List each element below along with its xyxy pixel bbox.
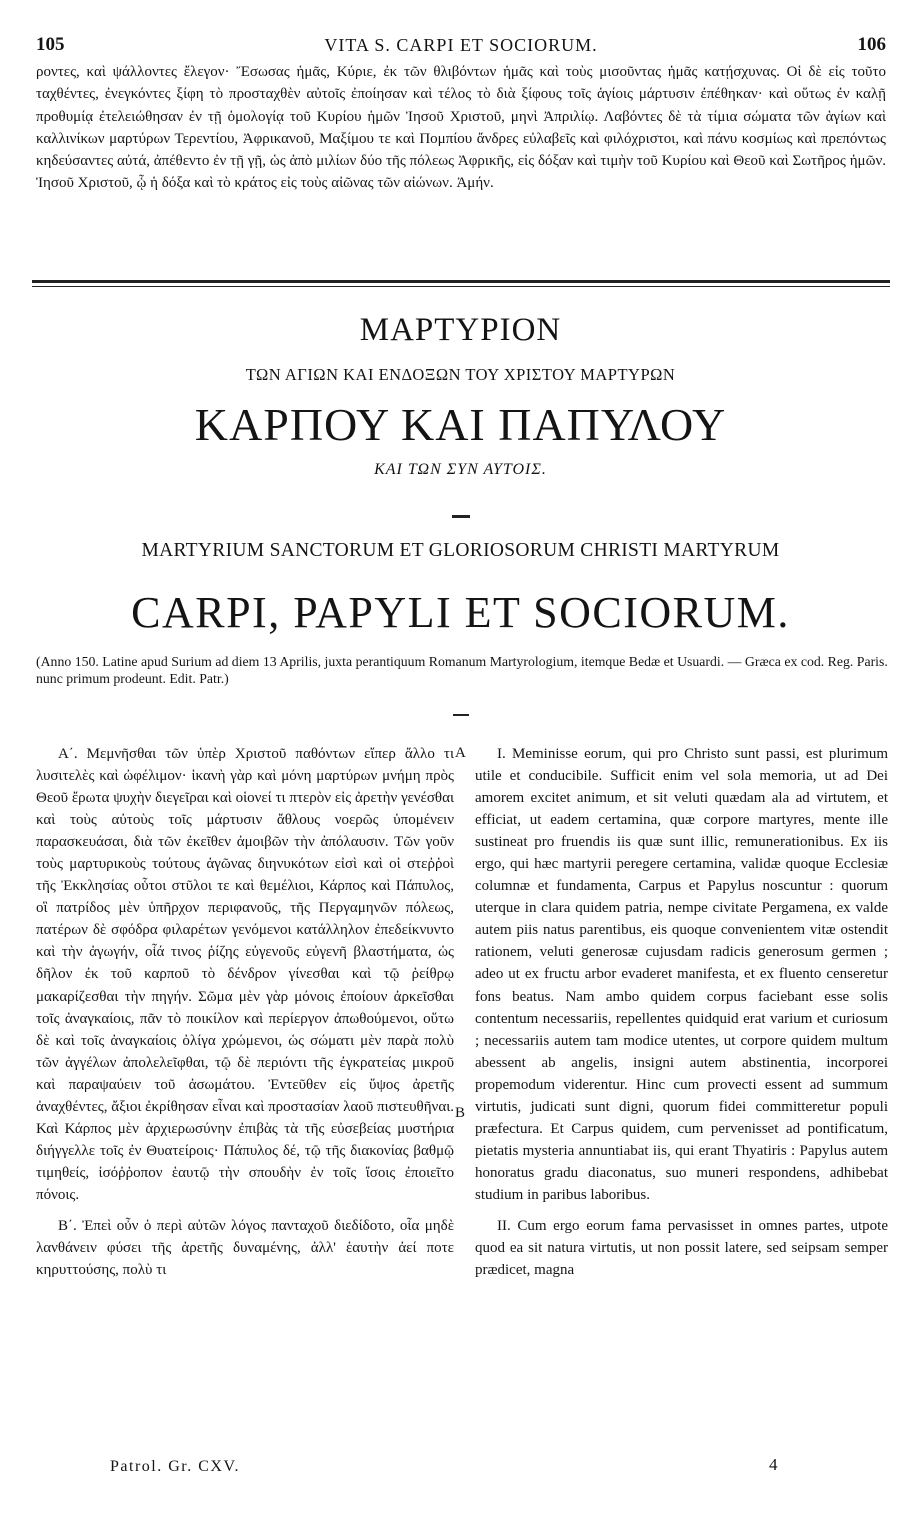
- margin-letter-b: B: [455, 1105, 466, 1121]
- page-number-right: 106: [857, 34, 886, 55]
- greek-title-martyrion: ΜΑΡΤΥΡΙΟΝ: [359, 312, 562, 348]
- source-note: (Anno 150. Latine apud Surium ad diem 13 Aprilis, juxta perantiquum Romanum Martyrologium, itemque Bedæ et Usuardi. — Græca ex cod. Reg. Paris. nunc primum prodeunt. Edit. Patr.): [36, 654, 888, 686]
- latin-paragraph-2: II. Cum ergo eorum fama pervasisset in omnes partes, utpote quod ea sit natura virtutis, ut non possit latere, sed seipsam semper prædicet, magna: [475, 1217, 888, 1279]
- greek-title-subtitle: ΤΩΝ ΑΓΙΩΝ ΚΑΙ ΕΝΔΟΞΩΝ ΤΟΥ ΧΡΙΣΤΟΥ ΜΑΡΤΥΡΩΝ: [245, 365, 676, 384]
- section-rule-thick: [32, 280, 890, 283]
- latin-title-subtitle: MARTYRIUM SANCTORUM ET GLORIOSORUM CHRISTI MARTYRUM: [141, 540, 780, 561]
- greek-title-names: ΚΑΡΠΟΥ ΚΑΙ ΠΑΠΥΛΟΥ: [194, 399, 727, 450]
- margin-letter-a: A: [455, 745, 466, 761]
- page-number-left: 105: [36, 34, 65, 55]
- footer-gathering-number: 4: [769, 1455, 778, 1474]
- latin-text-column: [475, 743, 888, 1281]
- latin-paragraph-1: I. Meminisse eorum, qui pro Christo sunt passi, est plurimum utile et conducibile. Sufficit enim vel sola memoria, ut ad Dei amorem excitet animum, et sit veluti quædam ala ad virtutem, et efficiat, ut eadem certamina, quæ corpore martyres, mente ille sustineat pro fruendis iis quæ sunt illic, remunerationibus. Ex iis ergo, qui hæc martyrii peregere certamina, validæ quoque Ecclesiæ columnæ et fundamenta, Carpus et Papylus noscuntur : quorum uterque in clara quidem patria, nempe civitate Pergamena, ex valde autem piis natus parentibus, eis quoque convenientem vitæ ostendit rationem, veluti generosæ cujusdam radicis generosum germen ; adeo ut ex fructu arbor evaderet manifesta, et ex fluento censeretur fons beatus. Nam ambo quidem corpus faciebant esse solis contentum necessariis, repellentes quidquid erat varium et curiosum ; necessariis autem tam modice utentes, ut corpore quidem multum abessent ab angelis, insigni autem abstinentia, incorporei propemodum viderentur. Hinc cum provecti essent ad summum virtutis, judicati sunt digni, quorum fidei committeretur populi præfectura. Et Carpus quidem, cum pervenisset ad pontificatum, pietatis mysteria annuntiabat iis, qui erant Thyatiris : Papylus autem honoratus gradu diaconatus, suo muneri respondens, adhibebat studium in paribus laboribus.: [475, 746, 888, 1203]
- note-divider: [453, 714, 469, 716]
- greek-title-companions: ΚΑΙ ΤΩΝ ΣΥΝ ΑΥΤΟΙΣ.: [374, 461, 547, 478]
- greek-paragraph-1: Α΄. Μεμνῆσθαι τῶν ὑπὲρ Χριστοῦ παθόντων εἴπερ ἄλλο τι λυσιτελὲς καὶ ὠφέλιμον· ἱκανὴ γὰρ καὶ μόνη μαρτύρων μνήμη πρὸς Θεοῦ ἔρωτα ψυχὴν διεγεῖραι καὶ οἱονεί τι πτερὸν εἰς ἀρετὴν γενέσθαι καὶ τοὺς αὐτοὺς τοῖς μάρτυσιν ἄθλους νοερῶς ὑπομένειν παρασκευάσαι, διὰ τῶν ἐκεῖθεν ἀμοιβῶν τὴν ἀπόλαυσιν. Τῶν γοῦν τοὺς μαρτυρικοὺς τούτους ἀγῶνας διηνυκότων εἰσὶ καὶ οἱ στεῤῥοὶ τῆς Ἐκκλησίας οὗτοι στῦλοι τε καὶ θεμέλιοι, Κάρπος καὶ Πάπυλος, οἳ πατρίδος μὲν ὑπῆρχον περιφανοῦς, τῆς Περγαμηνῶν πόλεως, πατέρων δὲ σφόδρα φιλαρέτων γενόμενοι κατάλληλον ἐπεδείκνυντο καὶ τὴν ἀγωγήν, οἷά τινος ῥίζης εὐγενοῦς εὐγενῆ βλαστήματα, ὡς δῆλον ἐκ τοῦ καρποῦ τὸ δένδρον γίνεσθαι καὶ τῷ ῥείθρῳ μακαρίζεσθαι τὴν πηγήν. Σῶμα μὲν γὰρ μόνοις ἐποίουν ἀρκεῖσθαι τοῖς ἀναγκαίοις, πᾶν τὸ ποικίλον καὶ περίεργον ἀπωθούμενοι, οὕτω δὲ καὶ τοῖς ἀναγκαίοις ὀλίγα χρώμενοι, ὡς σώματι μὲν παρὰ πολὺ τῶν ἀγγέλων ἀπολελεῖφθαι, τῷ δὲ περιόντι τῆς ἐγκρατείας μικροῦ καὶ παραψαύειν τοῦ ἀσωμάτου. Ἐντεῦθεν εἰς ὕψος ἀρετῆς ἀναχθέντες, ἄξιοι ἐκρίθησαν εἶναι καὶ προστασίαν λαοῦ πιστευθῆναι. Καὶ Κάρπος μὲν ἀρχιερωσύνην ἐπιβὰς τὰ τῆς εὐσεβείας μυστήρια διήγγελλε τοῖς ἐν Θυατείροις· Πάπυλος δέ, τῷ τῆς διακονίας βαθμῷ τιμηθείς, ἰσόῤῥοπον ἑαυτῷ τὴν σπουδὴν ἐν τοῖς ἴσοις ἐποιεῖτο πόνοις.: [36, 746, 454, 1203]
- footer-series-signature: Patrol. Gr. CXV.: [110, 1458, 240, 1475]
- title-divider: [452, 515, 470, 518]
- greek-text-column: [36, 743, 454, 1281]
- running-title: VITA S. CARPI ET SOCIORUM.: [324, 35, 598, 55]
- latin-title-names: CARPI, PAPYLI ET SOCIORUM.: [131, 588, 790, 637]
- greek-paragraph-2: Β΄. Ἐπεὶ οὖν ὁ περὶ αὐτῶν λόγος πανταχοῦ διεδίδοτο, οἷα μηδὲ λανθάνειν φύσει τῆς ἀρετῆς δυναμένης, ἀλλ' ἑαυτὴν ἀεί ποτε κηρυττούσης, πολὺ τι: [36, 1217, 454, 1279]
- running-head: [36, 34, 886, 56]
- section-rule-thin: [32, 286, 890, 287]
- continued-paragraph: ροντες, καὶ ψάλλοντες ἔλεγον· Ἔσωσας ἡμᾶς, Κύριε, ἐκ τῶν θλιβόντων ἡμᾶς καὶ τοὺς μισοῦντας ἡμᾶς κατῄσχυνας. Οἱ δὲ εἰς τοῦτο ταχθέντες, ἐνεγκόντες ξίφη τὸ προσταχθὲν αὐτοῖς ἐποίησαν καὶ τέλος τὸ διὰ ξίφους τοῖς ἁγίοις μάρτυσιν ἐπέθηκαν· καὶ οὕτως ἐν καλῇ προθυμίᾳ ἐτελειώθησαν ἐν τῇ ὁμολογίᾳ τοῦ Κυρίου ἡμῶν Ἰησοῦ Χριστοῦ, μηνὶ Ἀπριλίῳ. Λαβόντες δὲ τὰ τίμια σώματα τῶν ἁγίων καὶ καλλινίκων μαρτύρων Τερεντίου, Ἀφρικανοῦ, Μαξίμου τε καὶ Πομπίου ἄνδρες εὐλαβεῖς καὶ φιλόχριστοι, καὶ πάνυ κοσμίως καὶ πρεπόντως κηδεύσαντες αὐτά, ἀπέθεντο ἐν τῇ γῇ, ὡς ἀπὸ μιλίων δύο τῆς πόλεως Ἀφρικῆς, εἰς δόξαν καὶ τιμὴν τοῦ Κυρίου καὶ Θεοῦ καὶ Σωτῆρος ἡμῶν. Ἰησοῦ Χριστοῦ, ᾧ ἡ δόξα καὶ τὸ κράτος εἰς τοὺς αἰῶνας τῶν αἰώνων. Ἀμήν.: [36, 64, 886, 192]
